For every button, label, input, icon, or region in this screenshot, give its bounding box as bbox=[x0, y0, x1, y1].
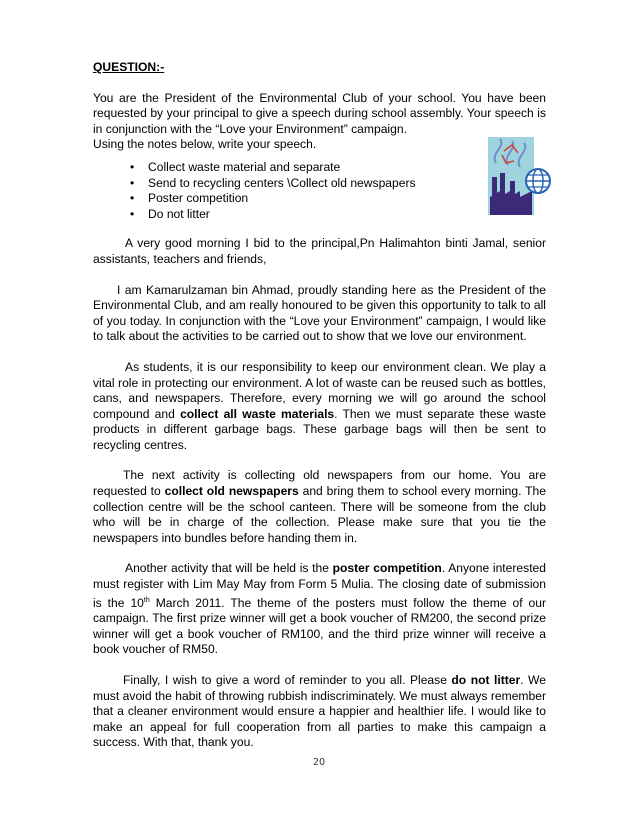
speech-paragraph-newspapers bbox=[93, 468, 546, 546]
speech-paragraph-conclusion bbox=[93, 673, 546, 751]
text-run: March 2011. The theme of the posters must follow the theme of our campaign. The first prize winner will get a book voucher of RM200, the second prize winner will get a book voucher of RM100, and the third prize winner will receive a book voucher of RM50. bbox=[93, 595, 546, 657]
globe-icon bbox=[526, 169, 550, 193]
speech-paragraph-poster bbox=[93, 561, 546, 658]
key-point: do not litter bbox=[451, 673, 521, 688]
environment-clipart-icon bbox=[484, 133, 554, 219]
note-item: • Do not litter bbox=[93, 207, 546, 223]
question-prompt bbox=[93, 91, 546, 153]
speech-greeting: A very good morning I bid to the principal,Pn Halimahton binti Jamal, senior assistants, teachers and friends, bbox=[93, 236, 546, 266]
key-point: collect all waste materials bbox=[180, 406, 335, 421]
note-item: • Collect waste material and separate bbox=[93, 160, 546, 176]
question-heading: QUESTION:- bbox=[93, 60, 165, 74]
superscript: th bbox=[143, 596, 150, 604]
speech-paragraph-waste bbox=[93, 360, 546, 454]
page-number: 20 bbox=[312, 757, 326, 768]
text-run: As students, it is our responsibility to keep our environment clean. We play a vital role in protecting our environment. A lot of waste can be reused such as bottles, cans, and newspapers. Therefore, every morning we will go around the school compound and bbox=[93, 359, 546, 421]
note-item: • Poster competition bbox=[93, 191, 546, 207]
text-run: and bring them to school every morning. The collection centre will be the school canteen. There will be someone from the club who will be in charge of the collection. Please make sure that you tie the newspapers into bundles before handing them in. bbox=[93, 484, 546, 545]
text-run: . Anyone interested must register with Lim May May from Form 5 Mulia. The closing date of submission is the 10 bbox=[93, 561, 547, 610]
speech-paragraph-introduction: I am Kamarulzaman bin Ahmad, proudly standing here as the President of the Environmental Club, and am really honoured to be given this opportunity to talk to all of you today. In conjunction with the “Love your Environment” campaign, I would like to talk about the activities to be carried out to show that we love our environment. bbox=[93, 282, 546, 344]
question-instruction: Using the notes below, write your speech. bbox=[93, 137, 317, 152]
text-run: The next activity is collecting old newspapers from our home. You are requested to bbox=[93, 468, 546, 499]
document-body bbox=[93, 60, 546, 766]
question-text: You are the President of the Environmental Club of your school. You have been requested by your principal to give a speech during school assembly. Your speech is in conjunction with the “Love your Environment” campaign. bbox=[93, 90, 546, 136]
notes-list bbox=[93, 160, 546, 222]
text-run: Another activity that will be held is the bbox=[125, 561, 333, 576]
key-point: collect old newspapers bbox=[164, 484, 299, 499]
text-run: . We must avoid the habit of throwing rubbish indiscriminately. We must always remember that a cleaner environment would ensure a happier and healthier life. I would like to make an appeal for full cooperation from all parties to make this campaign a success. With that, thank you. bbox=[93, 673, 546, 750]
key-point: poster competition bbox=[332, 561, 442, 576]
note-item: • Send to recycling centers \Collect old newspapers bbox=[93, 176, 546, 192]
text-run: . Then we must separate these waste products in different garbage bags. These garbage bags will then be sent to recycling centres. bbox=[93, 406, 546, 452]
text-run: Finally, I wish to give a word of reminder to you all. Please bbox=[123, 673, 452, 688]
